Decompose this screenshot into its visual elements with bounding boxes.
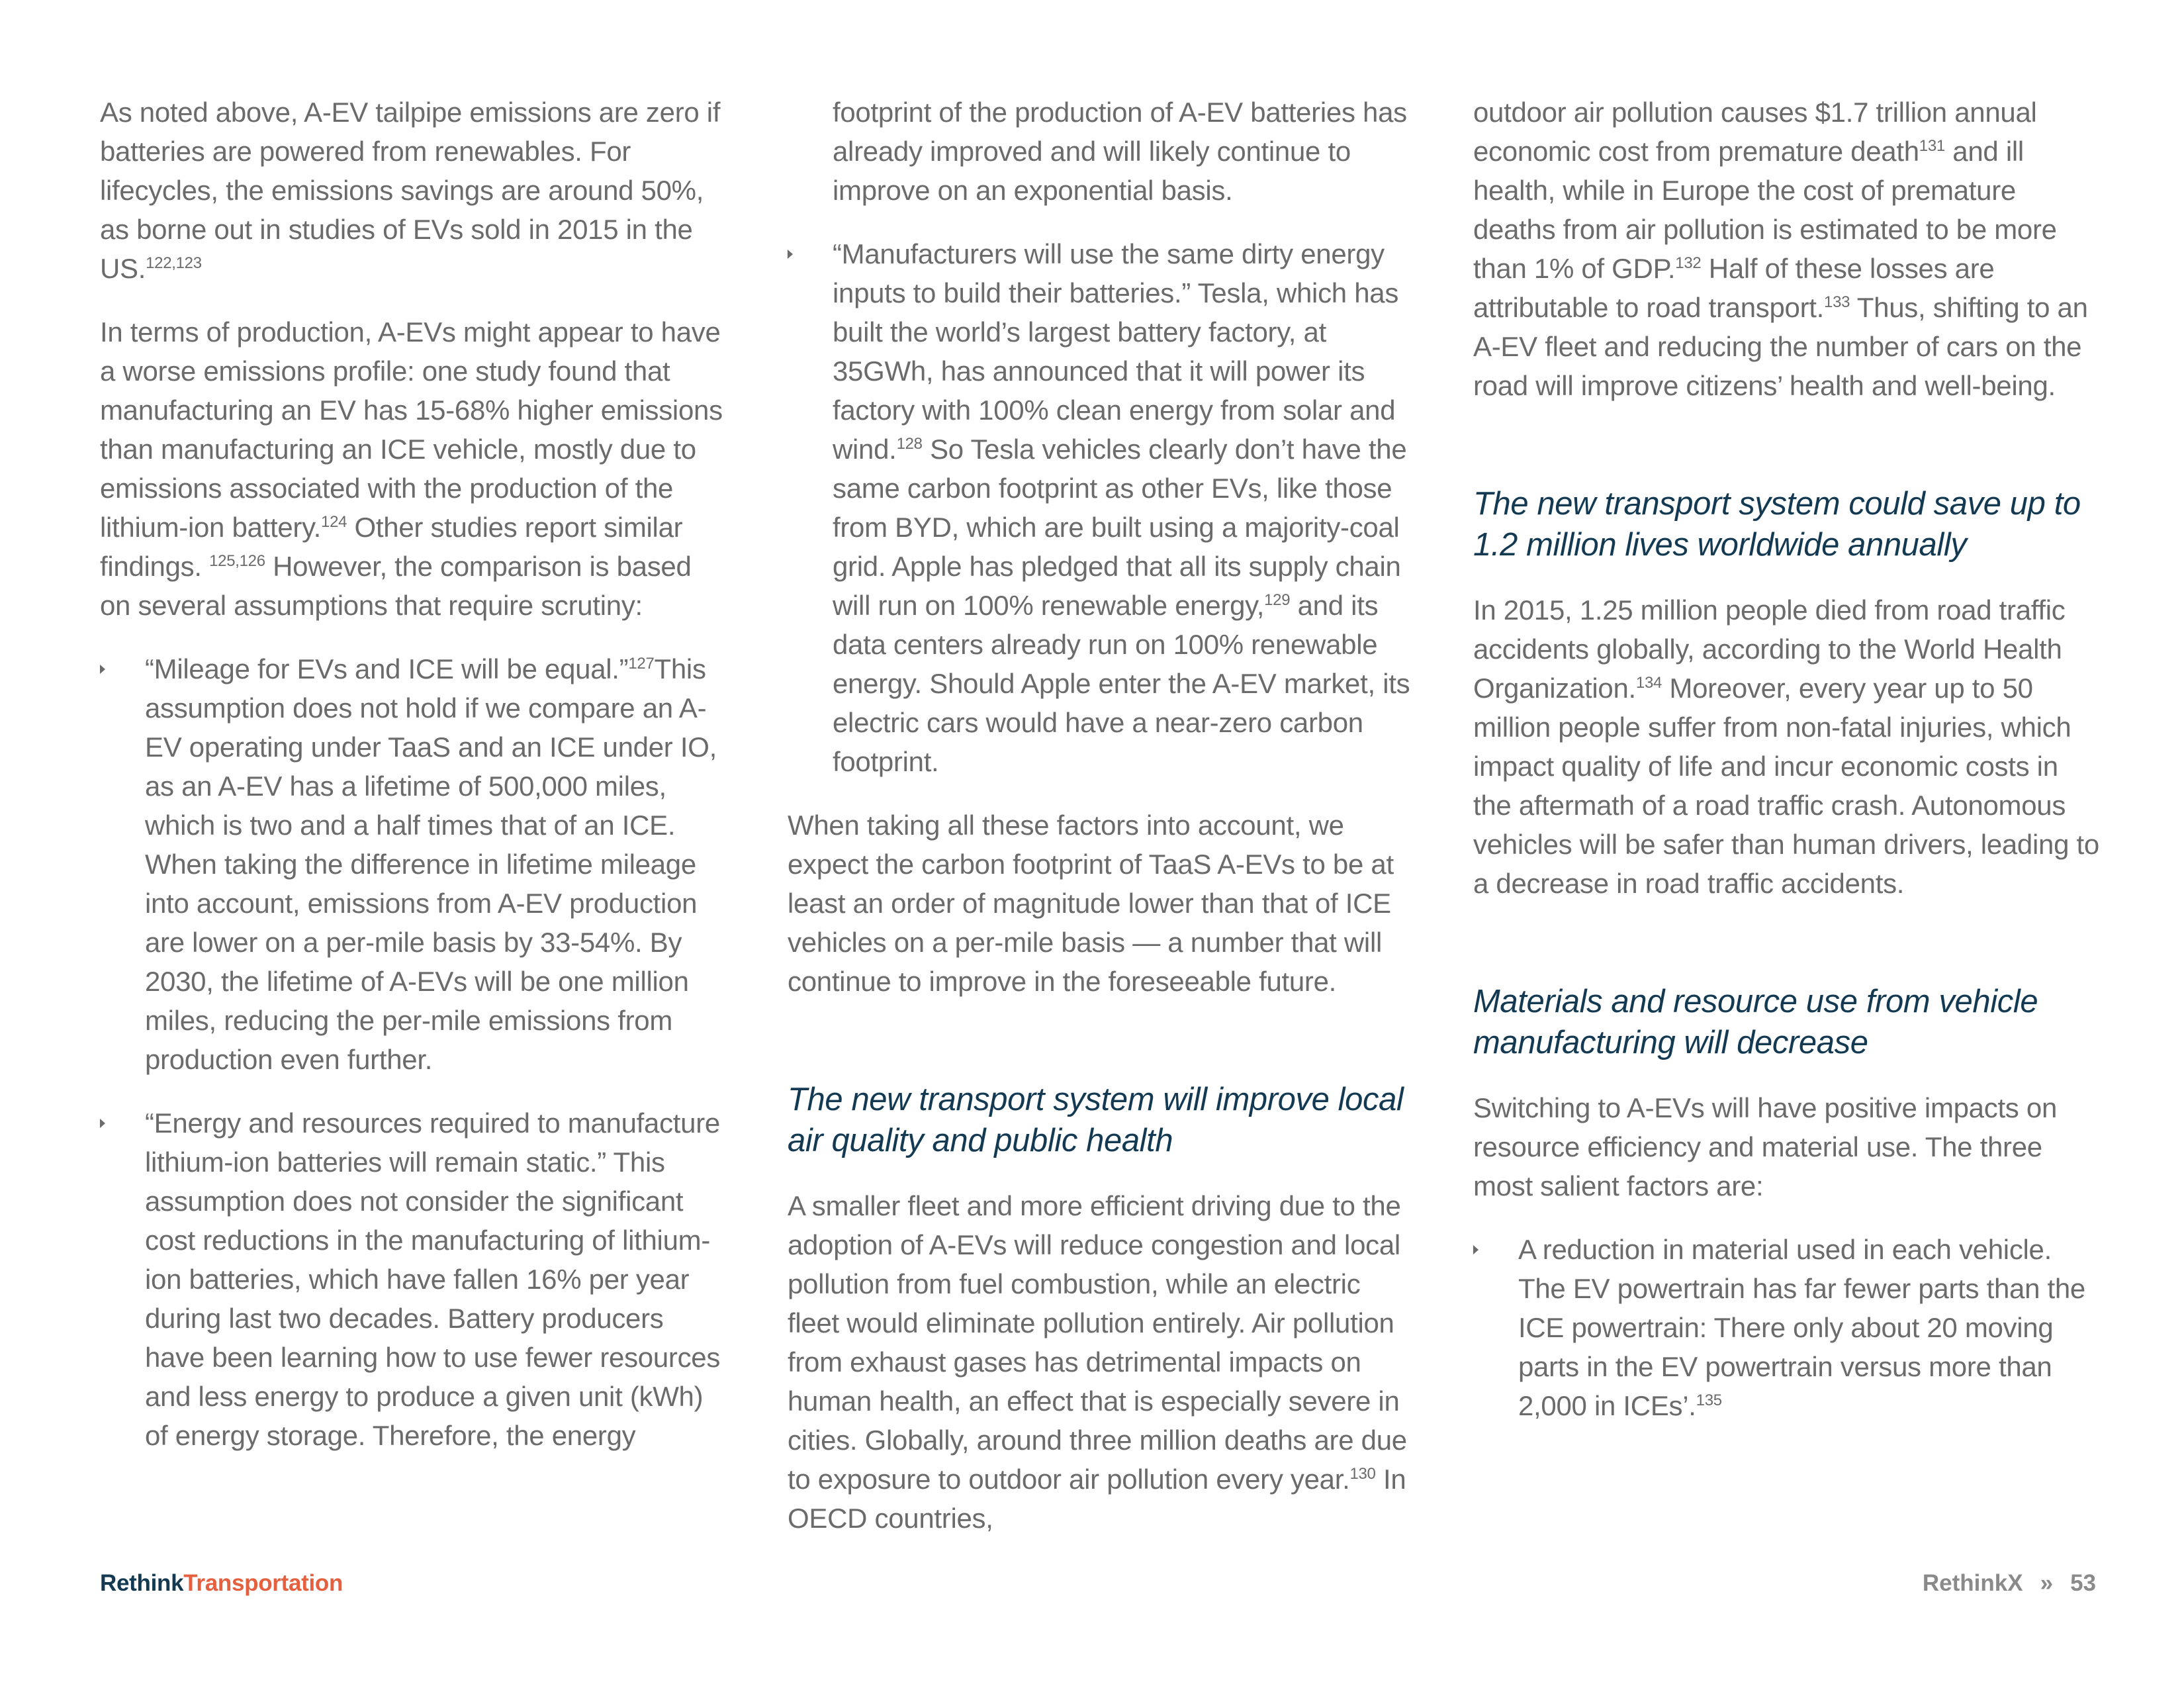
bullet-item: “Manufacturers will use the same dirty energy inputs to build their batteries.” Tesla, which has built the world’s largest battery factory, at 35GWh, has announced that it will power its factory with 100% clean energy from solar and wind.$^{128}$ So Tesla vehicles clearly don’t have the same carbon footprint as other EVs, like those from BYD, which are built using a majority-coal grid. Apple has pledged that all its supply chain will run on 100% renewable energy,$^{129}$ and its data centers already run on 100% renewable energy. Should Apple enter the A-EV market, its electric cars would have a near-zero carbon footprint.: [788, 234, 1416, 781]
footnote-ref[interactable]: 134: [1635, 674, 1662, 692]
column-1: [100, 93, 729, 1479]
footnote-ref[interactable]: 125,126: [209, 552, 265, 570]
section-heading: The new transport system could save up to 1.2 million lives worldwide annually: [1473, 486, 2081, 563]
brand-logo[interactable]: [100, 1570, 343, 1597]
section-heading: The new transport system will improve local air quality and public health: [788, 1082, 1404, 1158]
footnote-ref[interactable]: 133: [1824, 293, 1850, 311]
footnote-ref[interactable]: 130: [1349, 1465, 1376, 1483]
brand-transportation: Transportation: [183, 1570, 343, 1596]
bullet-item: A reduction in material used in each vehicle. The EV powertrain has far fewer parts than the ICE powertrain: There only about 20 moving parts in the EV powertrain versus more than 2,000 in ICEs’.$^{135}$: [1473, 1230, 2102, 1425]
bullet-item: “Mileage for EVs and ICE will be equal.”$^{127}$This assumption does not hold if we compare an A-EV operating under TaaS and an ICE under IO, as an A-EV has a lifetime of 500,000 miles, which is two and a half times that of an ICE. When taking the difference in lifetime mileage into account, emissions from A-EV production are lower on a per-mile basis by 33-54%. By 2030, the lifetime of A-EVs will be one million miles, reducing the per-mile emissions from production even further.: [100, 649, 729, 1079]
footnote-ref[interactable]: 122,123: [146, 254, 202, 272]
footnote-ref[interactable]: 128: [896, 435, 923, 453]
paragraph: When taking all these factors into account, we expect the carbon footprint of TaaS A-EVs to be at least an order of magnitude lower than that of ICE vehicles on a per-mile basis — a number that will continue to improve in the foreseeable future.: [788, 810, 1394, 997]
separator-icon: »: [2040, 1570, 2054, 1596]
footnote-ref[interactable]: 124: [321, 513, 347, 531]
paragraph: In terms of production, A-EVs might appear to have a worse emissions profile: one study found that manufacturing an EV has 15-68% higher emissions than manufacturing an ICE vehicle, mostly due to emissions associated with the production of the lithium-ion battery.$^{124}$ Other studies report similar findings. $^{125,126}$ However, the comparison is based on several assumptions that require scrutiny:: [100, 316, 723, 621]
section-heading: Materials and resource use from vehicle manufacturing will decrease: [1473, 984, 2038, 1060]
column-3: [1473, 93, 2102, 1450]
page-number: 53: [2070, 1570, 2096, 1596]
paragraph: As noted above, A-EV tailpipe emissions are zero if batteries are powered from renewables. For lifecycles, the emissions savings are around 50%, as borne out in studies of EVs sold in 2015 in the US.$^{122,123}$: [100, 97, 721, 284]
footnote-ref[interactable]: 131: [1919, 137, 1945, 155]
page-footer: [1923, 1570, 2096, 1597]
paragraph: Switching to A-EVs will have positive impacts on resource efficiency and material use. The three most salient factors are:: [1473, 1092, 2057, 1201]
footnote-ref[interactable]: 132: [1675, 254, 1702, 272]
paragraph: outdoor air pollution causes $1.7 trillion annual economic cost from premature death$^{131}$ and ill health, while in Europe the cost of premature deaths from air pollution is estimated to be more than 1% of GDP.$^{132}$ Half of these losses are attributable to road transport.$^{133}$ Thus, shifting to an A-EV fleet and reducing the number of cars on the road will improve citizens’ health and well-being.: [1473, 97, 2088, 401]
footnote-ref[interactable]: 135: [1696, 1391, 1722, 1409]
paragraph: In 2015, 1.25 million people died from road traffic accidents globally, according to the World Health Organization.$^{134}$ Moreover, every year up to 50 million people suffer from non-fatal injuries, which impact quality of life and incur economic costs in the aftermath of a road traffic crash. Autonomous vehicles will be safer than human drivers, leading to a decrease in road traffic accidents.: [1473, 594, 2099, 899]
brand-rethink: Rethink: [100, 1570, 184, 1596]
footnote-ref[interactable]: 127: [628, 655, 655, 673]
footnote-ref[interactable]: 129: [1264, 591, 1291, 609]
bullet-item: “Energy and resources required to manufacture lithium-ion batteries will remain static.” This assumption does not consider the significant cost reductions in the manufacturing of lithium-ion batteries, which have fallen 16% per year during last two decades. Battery producers have been learning how to use fewer resources and less energy to produce a given unit (kWh) of energy storage. Therefore, the energy: [100, 1103, 729, 1455]
column-2: [788, 93, 1416, 1562]
paragraph: A smaller fleet and more efficient driving due to the adoption of A-EVs will reduce congestion and local pollution from fuel combustion, while an electric fleet would eliminate pollution entirely. Air pollution from exhaust gases has detrimental impacts on human health, an effect that is especially severe in cities. Globally, around three million deaths are due to exposure to outdoor air pollution every year.$^{130}$ In OECD countries,: [788, 1190, 1407, 1534]
bullet-continuation: footprint of the production of A-EV batteries has already improved and will likely continue to improve on an exponential basis.: [833, 97, 1407, 206]
publisher-name: RethinkX: [1922, 1570, 2023, 1596]
